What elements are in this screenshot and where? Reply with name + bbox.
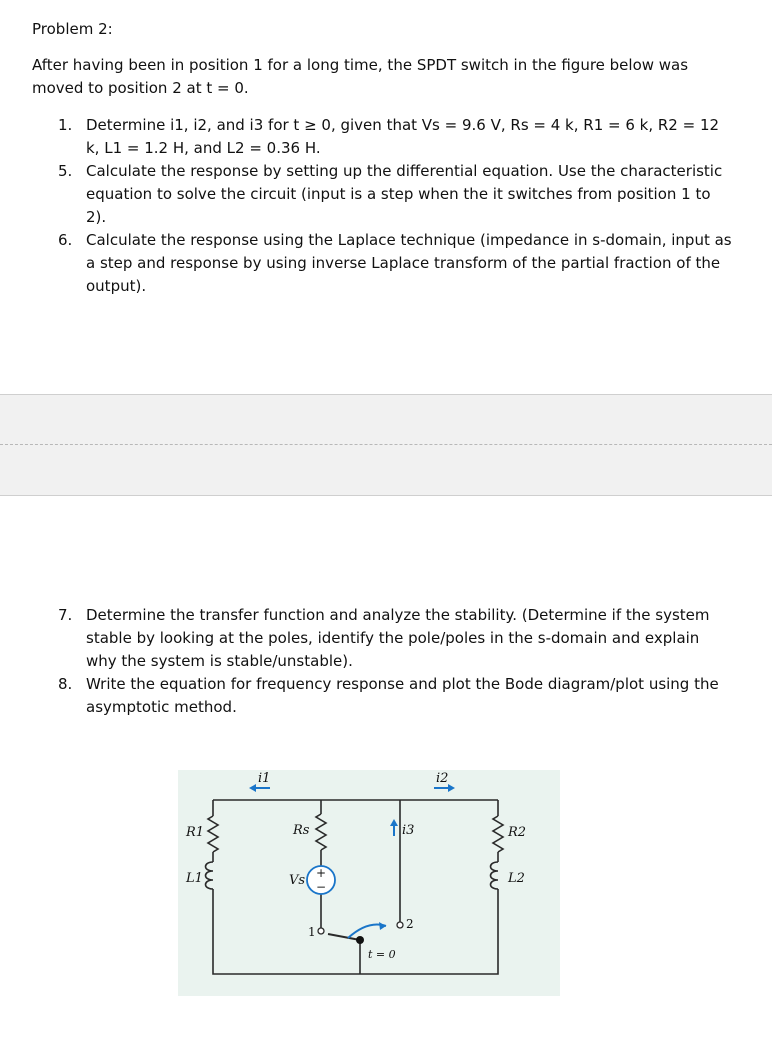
label-i3: i3 (402, 823, 415, 838)
label-position-1: 1 (308, 925, 316, 939)
label-r1: R1 (186, 825, 205, 840)
question-text: Write the equation for frequency response and plot the Bode diagram/plot using the asymptotic method. (86, 675, 719, 716)
label-l1: L1 (186, 871, 203, 886)
question-list-bottom (32, 604, 732, 719)
question-6 (32, 229, 732, 298)
question-text: Determine the transfer function and analyze the stability. (Determine if the system stable by looking at the poles, identify the pole/poles in the s-domain and explain why the system is stable/unstable). (86, 606, 710, 670)
question-number: 5. (58, 162, 73, 180)
label-position-2: 2 (406, 917, 414, 931)
label-l2: L2 (508, 871, 525, 886)
problem-intro: After having been in position 1 for a long time, the SPDT switch in the figure below was moved to position 2 at t = 0. (32, 56, 689, 97)
question-number: 1. (58, 116, 73, 134)
question-number: 6. (58, 231, 73, 249)
switch-contact-1 (318, 928, 324, 934)
figure-background (178, 770, 560, 996)
switch-pivot (356, 936, 364, 944)
question-5 (32, 160, 732, 229)
source-minus: − (315, 880, 327, 894)
question-text: Calculate the response using the Laplace technique (impedance in s-domain, input as a step and response by using inverse Laplace transform of the partial fraction of the output). (86, 231, 732, 295)
label-r2: R2 (508, 825, 527, 840)
label-i1: i1 (258, 771, 271, 786)
label-i2: i2 (436, 771, 449, 786)
label-switch-time: t = 0 (368, 948, 396, 961)
page-separator-band (0, 394, 772, 496)
page-break-line (0, 444, 772, 445)
question-text: Calculate the response by setting up the differential equation. Use the characteristic equation to solve the circuit (input is a step when the it switches from position 1 to 2). (86, 162, 723, 226)
label-vs: Vs (289, 873, 306, 888)
source-plus: + (315, 866, 327, 880)
question-7 (32, 604, 732, 673)
question-number: 7. (58, 606, 73, 624)
question-number: 8. (58, 675, 73, 693)
question-8 (32, 673, 732, 719)
switch-contact-2 (397, 922, 403, 928)
question-text: Determine i1, i2, and i3 for t ≥ 0, given that Vs = 9.6 V, Rs = 4 k, R1 = 6 k, R2 = 12 k, L1 = 1.2 H, and L2 = 0.36 H. (86, 116, 720, 157)
question-list-top (32, 114, 732, 298)
circuit-figure (178, 770, 560, 996)
problem-title: Problem 2: (32, 20, 113, 38)
question-1 (32, 114, 732, 160)
label-rs: Rs (293, 823, 310, 838)
circuit-diagram (178, 770, 560, 996)
